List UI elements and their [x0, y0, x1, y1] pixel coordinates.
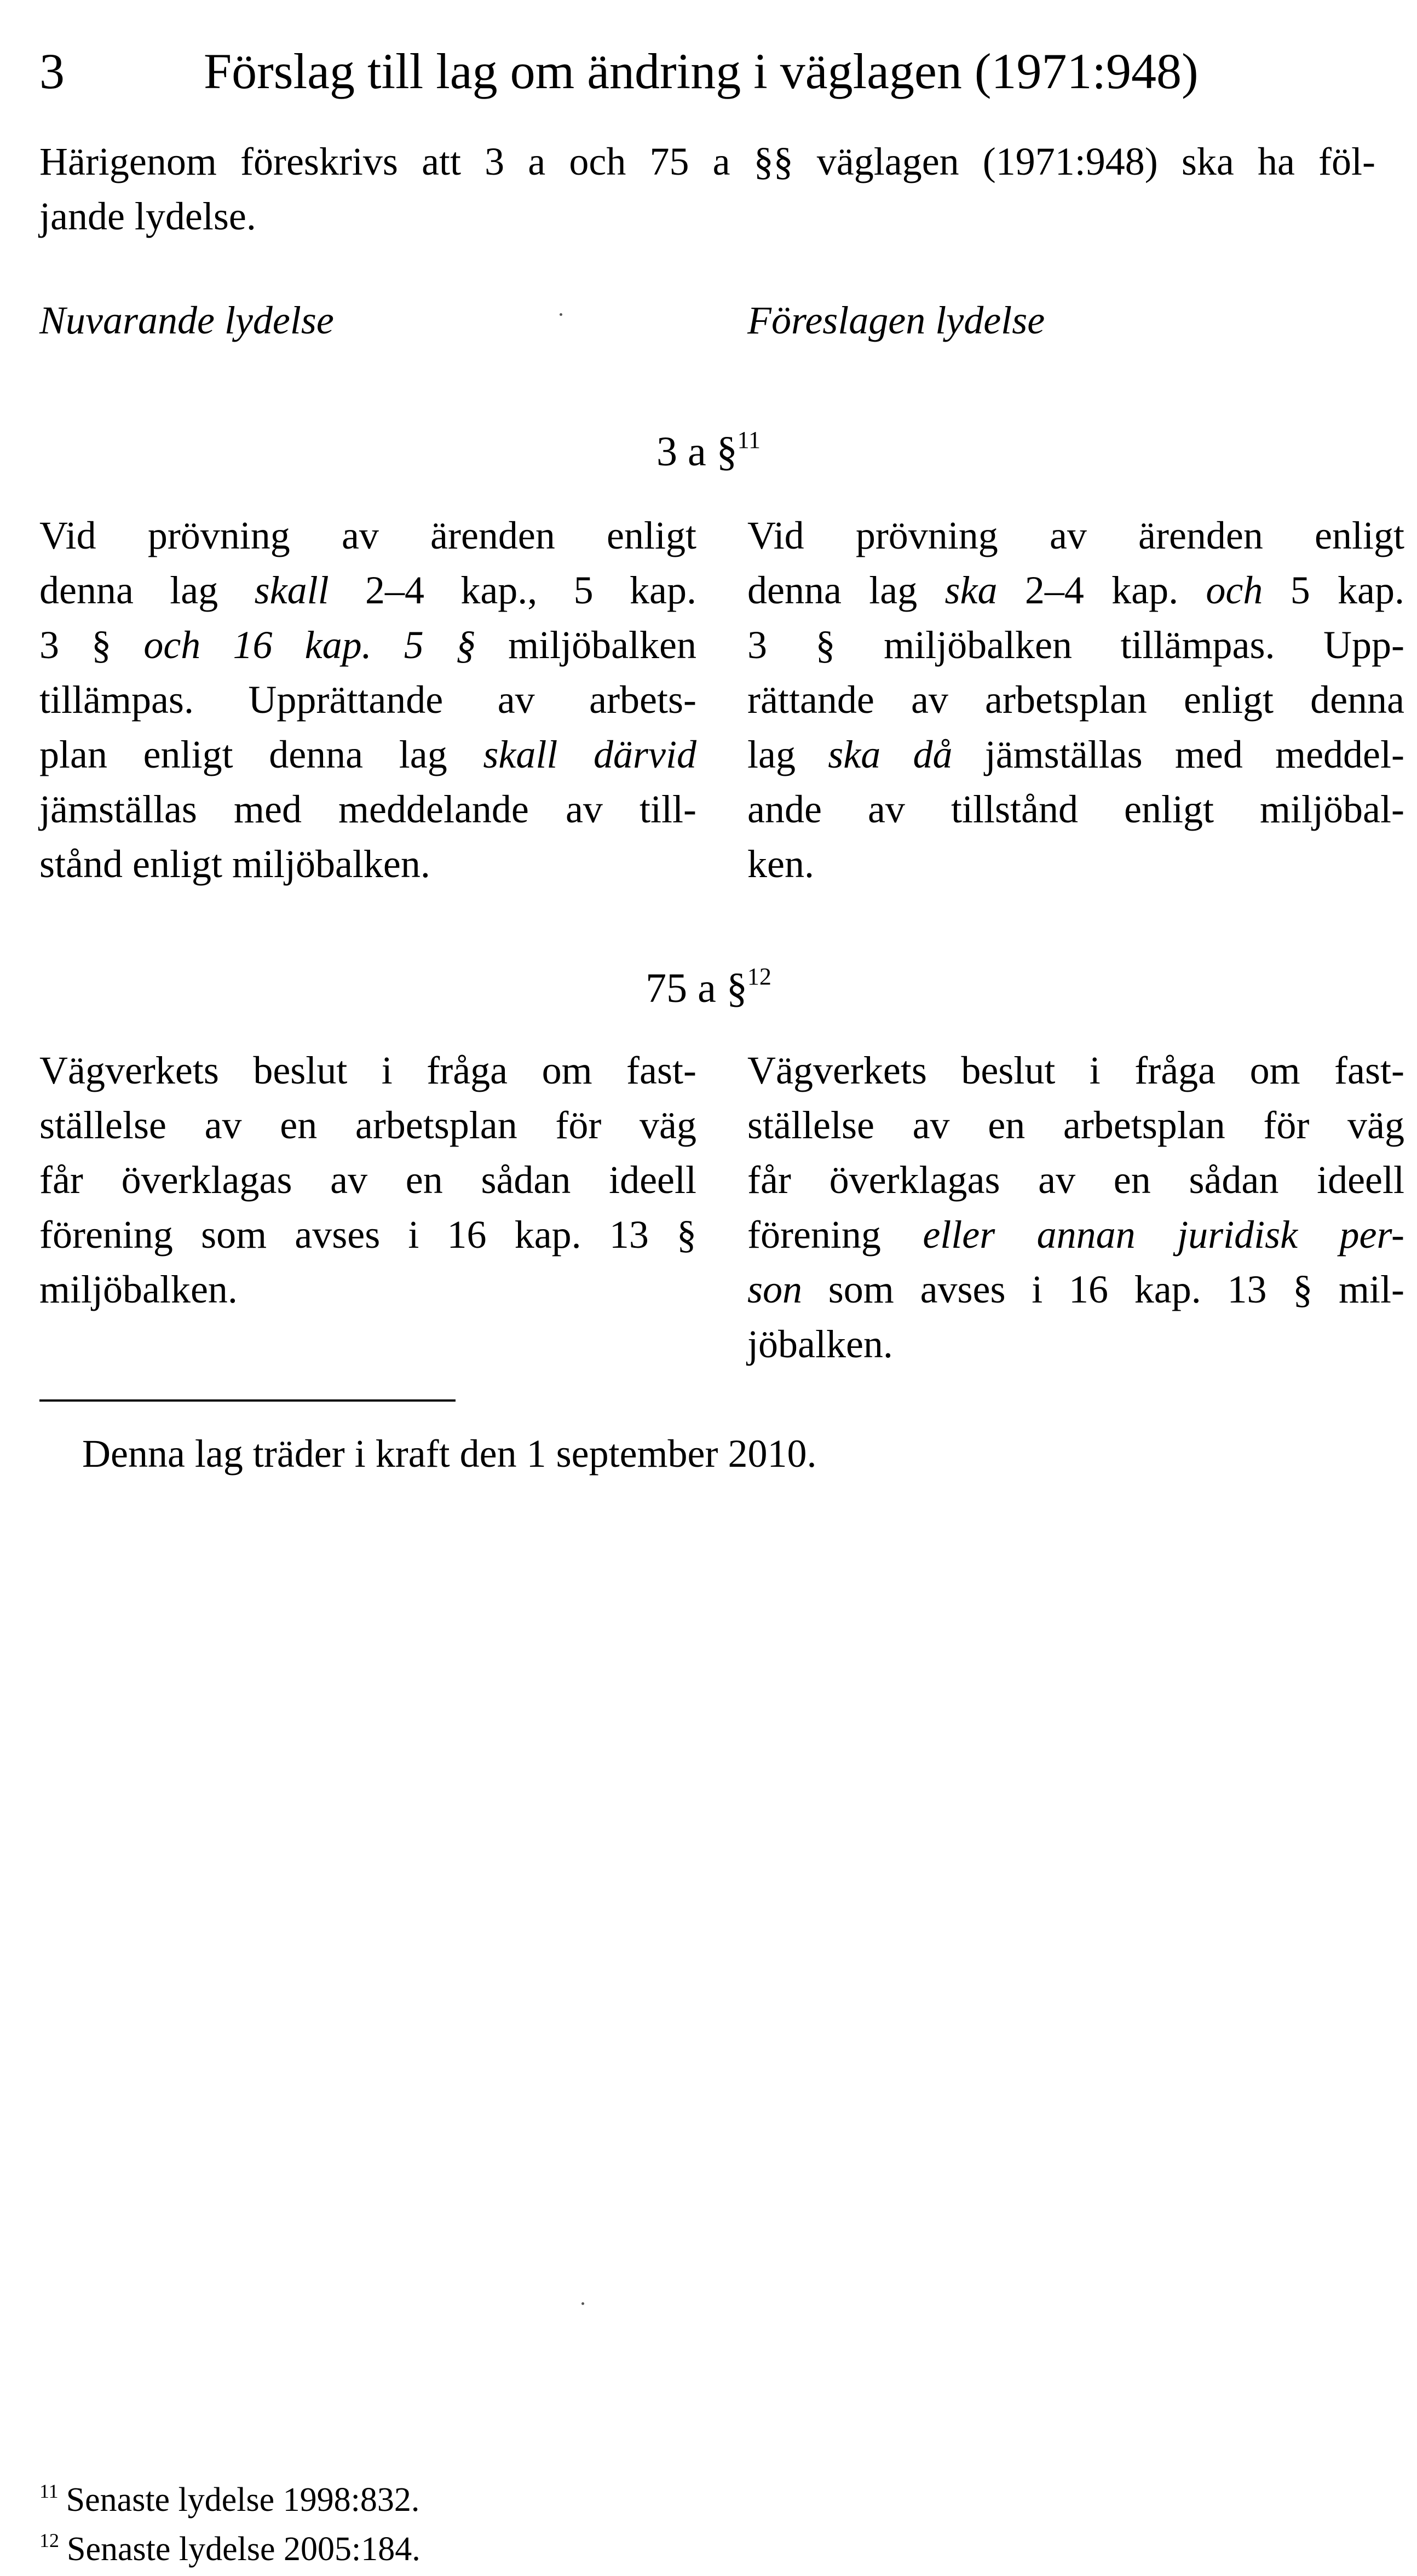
text-line: stånd enligt miljöbalken.: [39, 842, 430, 886]
text-line: plan enligt denna lag skall därvid: [39, 733, 696, 776]
section-75a-title: [0, 961, 1417, 1022]
footnote-12: [39, 2527, 421, 2576]
footnote-marker: 11: [39, 2480, 59, 2502]
footnote-text: Senaste lydelse 2005:184.: [67, 2531, 421, 2568]
changed-text: skall: [254, 568, 329, 612]
text-line: Vägverkets beslut i fråga om fast-: [747, 1048, 1404, 1092]
text-line: förening som avses i 16 kap. 13 §: [39, 1213, 696, 1257]
intro-line-1: Härigenom föreskrivs att 3 a och 75 a §§ väglagen (1971:948) ska ha föl-: [39, 140, 1375, 183]
section-3a-label: 3 a §: [656, 429, 738, 475]
page-title: Förslag till lag om ändring i väglagen (1971:948): [204, 43, 1199, 99]
text-line: lag ska då jämställas med meddel-: [747, 733, 1404, 776]
text-line: ken.: [747, 842, 814, 886]
section-3a-proposed-text: [747, 508, 1404, 891]
section-number: 3: [39, 43, 65, 99]
footnote-ref-12: 12: [747, 963, 771, 990]
section-75a-current-text: [39, 1043, 696, 1317]
intro-paragraph: [39, 134, 1375, 244]
changed-text: eller annan juridisk per-: [923, 1213, 1404, 1257]
scan-speck: [581, 2302, 584, 2305]
intro-line-2: jande lydelse.: [39, 194, 256, 238]
text-line: jämställas med meddelande av till-: [39, 787, 696, 831]
text-line: 3 § och 16 kap. 5 § miljöbalken: [39, 623, 697, 667]
text-line: förening eller annan juridisk per-: [747, 1213, 1404, 1257]
text-line: Vid prövning av ärenden enligt: [39, 514, 696, 557]
footnote-marker: 12: [39, 2529, 59, 2551]
transition-rule-divider: [39, 1399, 456, 1402]
changed-text: och 16 kap. 5 §: [143, 623, 476, 667]
proposed-wording-label: Föreslagen lydelse: [747, 298, 1045, 342]
footnote-ref-11: 11: [737, 427, 761, 453]
section-3a-current-text: [39, 508, 696, 891]
section-75a-proposed-text: [747, 1043, 1404, 1371]
page-heading: [39, 38, 1199, 104]
footnote-text: Senaste lydelse 1998:832.: [66, 2481, 420, 2519]
text-line: tillämpas. Upprättande av arbets-: [39, 678, 696, 722]
changed-text: ska: [944, 568, 998, 612]
section-3a-title: [0, 424, 1417, 485]
footnotes: [39, 2477, 421, 2576]
text-line: miljöbalken.: [39, 1267, 238, 1311]
text-line: denna lag ska 2–4 kap. och 5 kap.: [747, 568, 1404, 612]
text-line: ställelse av en arbetsplan för väg: [747, 1103, 1404, 1147]
current-wording-label: Nuvarande lydelse: [39, 298, 334, 342]
text-line: får överklagas av en sådan ideell: [747, 1158, 1404, 1202]
changed-text: son: [747, 1267, 803, 1311]
text-line: Vid prövning av ärenden enligt: [747, 514, 1404, 557]
changed-text: skall därvid: [483, 733, 696, 776]
effective-date-text: Denna lag träder i kraft den 1 september 2010.: [82, 1432, 817, 1476]
text-line: denna lag skall 2–4 kap., 5 kap.: [39, 568, 697, 612]
footnote-11: [39, 2477, 421, 2527]
changed-text: och: [1206, 568, 1263, 612]
text-line: rättande av arbetsplan enligt denna: [747, 678, 1404, 722]
text-line: Vägverkets beslut i fråga om fast-: [39, 1048, 696, 1092]
text-line: jöbalken.: [747, 1322, 893, 1366]
text-line: son som avses i 16 kap. 13 § mil-: [747, 1267, 1404, 1311]
changed-text: ska då: [828, 733, 953, 776]
text-line: ande av tillstånd enligt miljöbal-: [747, 787, 1404, 831]
section-75a-label: 75 a §: [646, 965, 747, 1011]
text-line: ställelse av en arbetsplan för väg: [39, 1103, 696, 1147]
scan-speck: [560, 313, 562, 316]
text-line: får överklagas av en sådan ideell: [39, 1158, 696, 1202]
text-line: 3 § miljöbalken tillämpas. Upp-: [747, 623, 1404, 667]
